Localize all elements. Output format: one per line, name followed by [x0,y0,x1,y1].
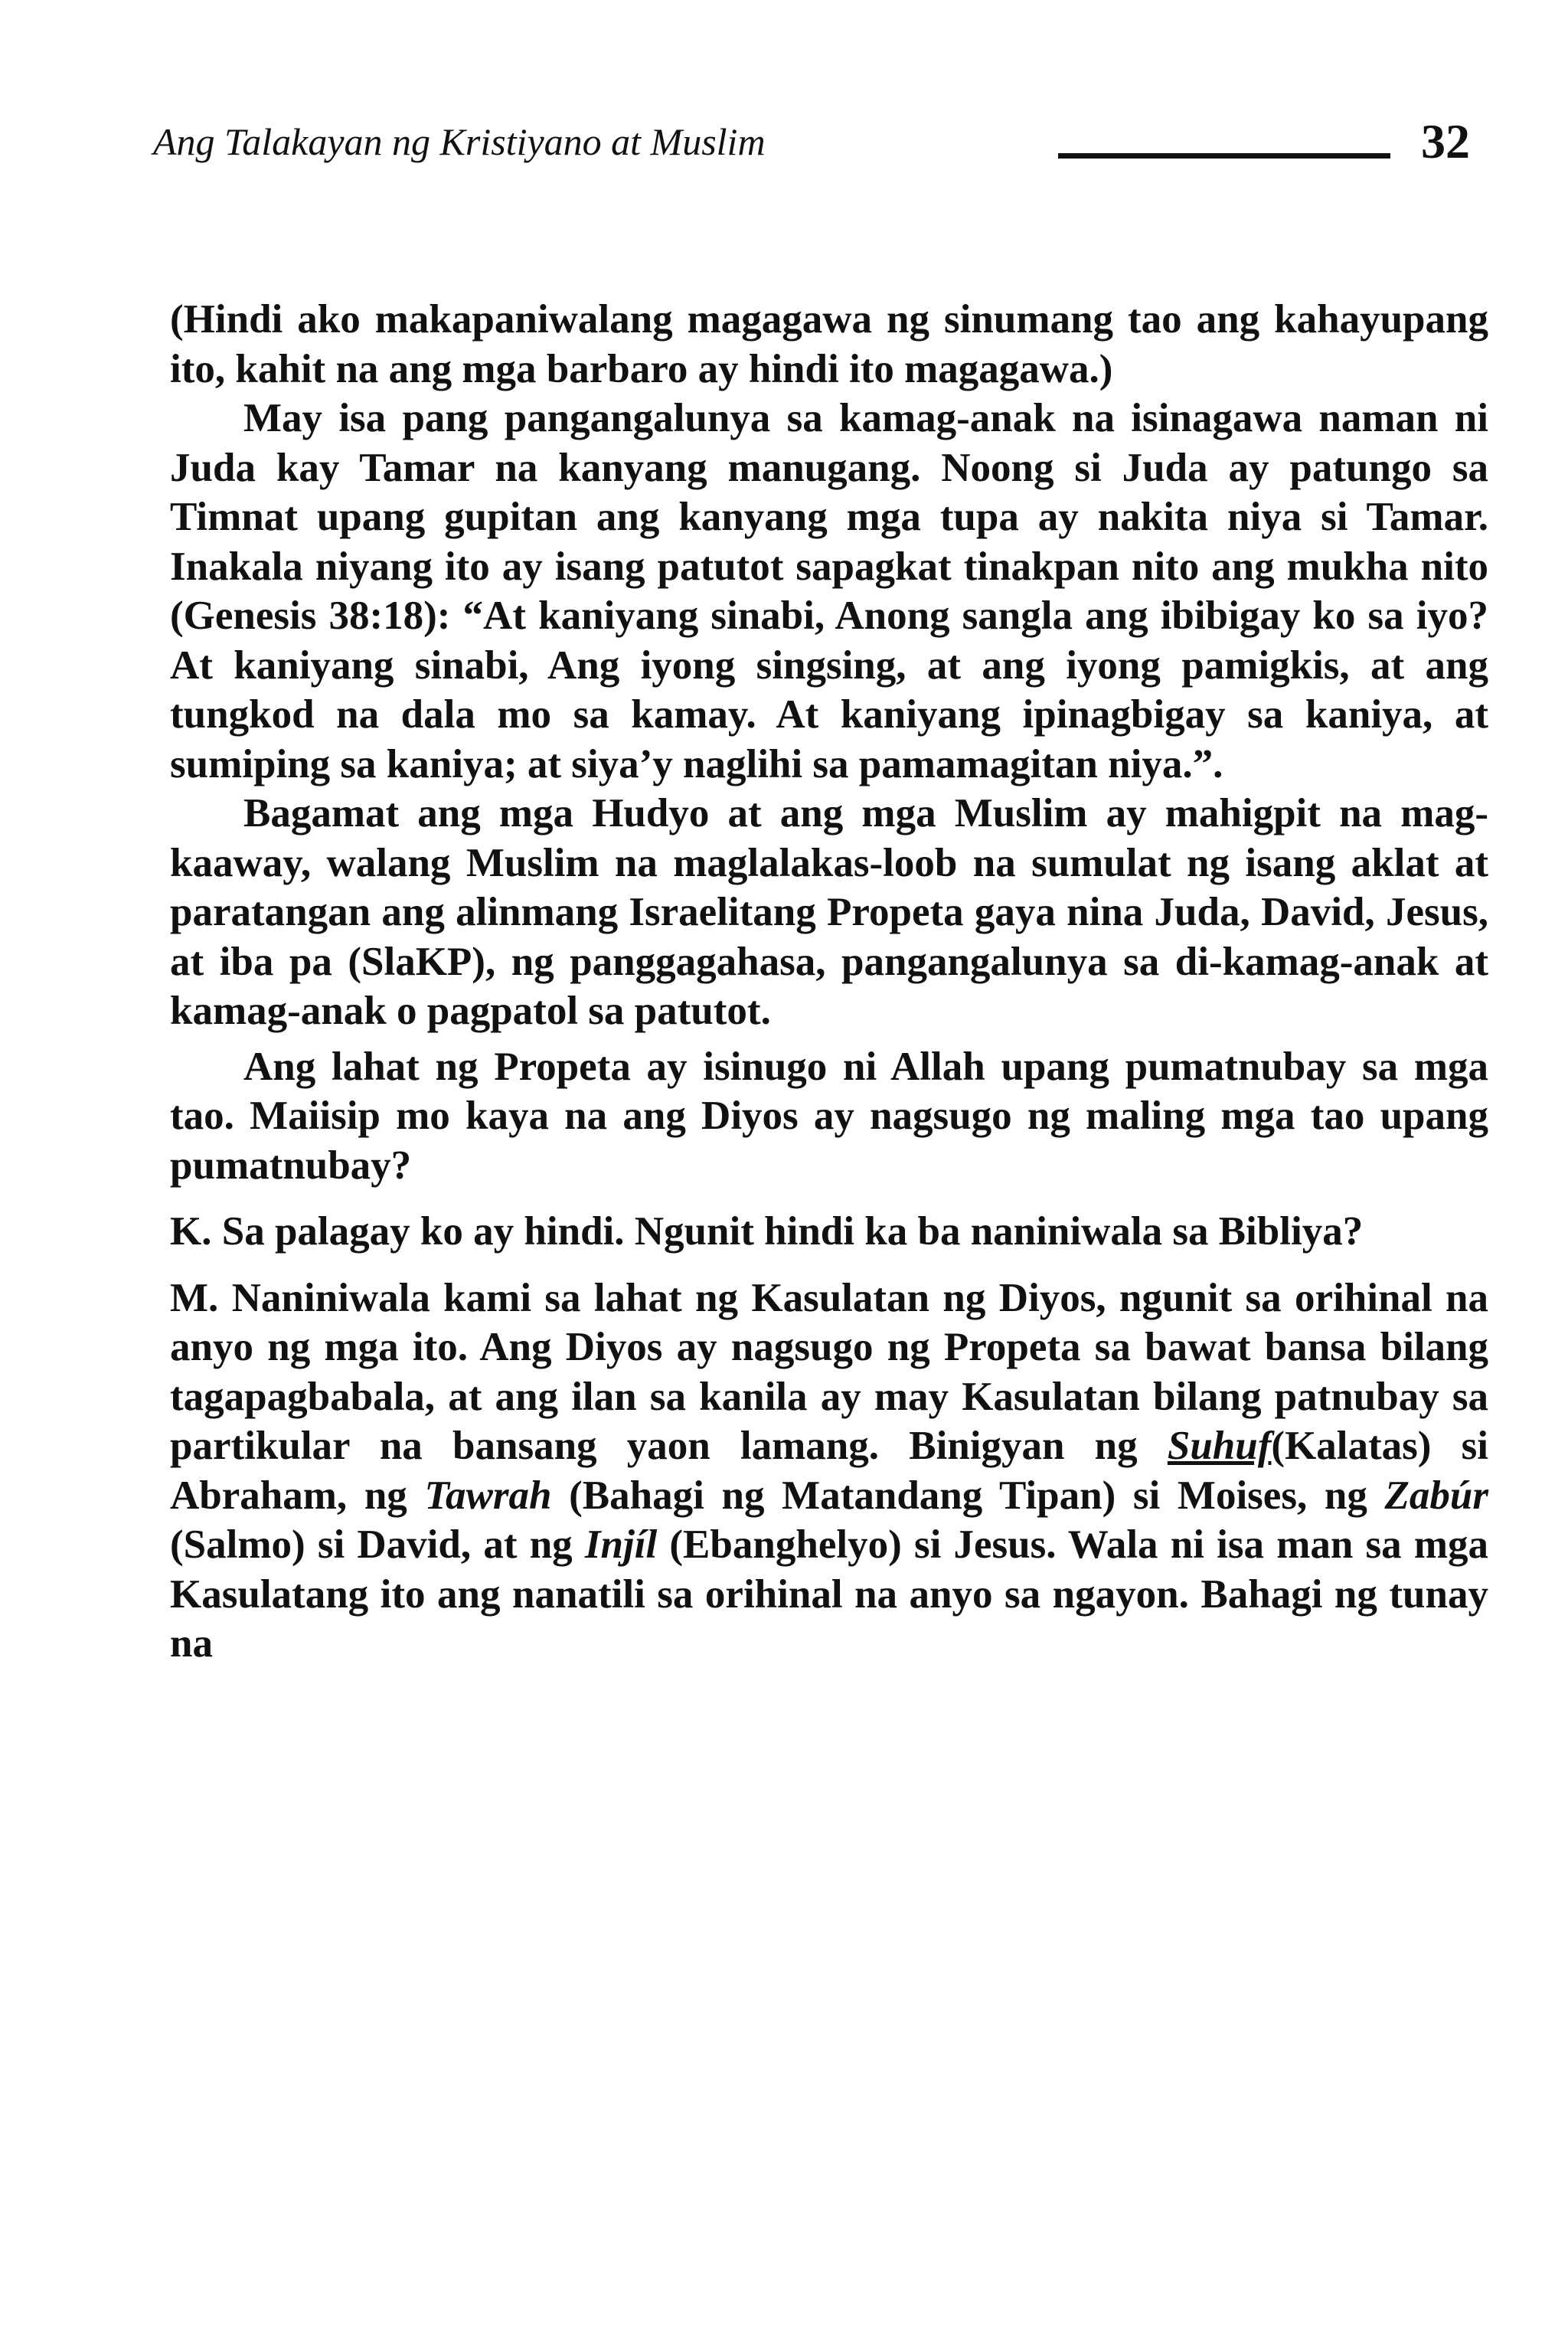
paragraph-text: Bagamat ang mga Hudyo at ang mga Muslim ay mahigpit na mag-kaaway, walang Muslim na maglalakas-loob na sumulat ng isang aklat at paratangan ang alinmang Israelitang Propeta gaya nina Juda, David, Jesus, at iba pa (SlaKP), ng panggagahasa, pangangalunya sa di-kamag-anak at kamag-anak o pagpatol sa patutot. [170,791,1488,1033]
dialogue-text: (Bahagi ng Matandang Tipan) si Moises, ng [569,1473,1367,1518]
dialogue-text: (Ebanghelyo) si Jesus. Wala ni isa man sa mga Kasulatang ito ang nanatili sa orihinal na anyo sa ngayon. Bahagi ng tunay na [170,1522,1489,1666]
term-zabur: Zabúr [1384,1473,1489,1518]
paragraph-quote-comment [170,295,1488,394]
paragraph-hudyo-muslim [170,789,1488,1036]
paragraph-propeta [170,1042,1488,1191]
term-suhuf: Suhuf [1167,1424,1272,1468]
running-header [153,113,1470,182]
speaker-label: M. [170,1275,219,1320]
dialogue-text: (Kalatas) si Abraham, ng [170,1424,1488,1518]
header-rule [1058,153,1390,159]
body-text [170,295,1488,1669]
paragraph-text: Ang lahat ng Propeta ay isinugo ni Allah upang pumatnubay sa mga tao. Maiisip mo kaya na ang Diyos ay nagsugo ng maling mga tao upang pumatnubay? [170,1044,1488,1188]
running-title: Ang Talakayan ng Kristiyano at Muslim [153,120,766,163]
term-tawrah: Tawrah [424,1473,552,1518]
paragraph-text: May isa pang pangangalunya sa kamag-anak na isinagawa naman ni Juda kay Tamar na kanyang manugang. Noong si Juda ay patungo sa Timnat upang gupitan ang kanyang mga tupa ay nakita niya si Tamar. Inakala niyang ito ay isang patutot sapagkat tinakpan nito ang mukha nito (Genesis 38:18): “At kaniyang sinabi, Anong sangla ang ibibigay ko sa iyo? At kaniyang sinabi, Ang iyong singsing, at ang iyong pamigkis, at ang tungkod na dala mo sa kamay. At kaniyang ipinagbigay sa kaniya, at sumiping sa kaniya; at siya’y naglihi sa pamamagitan niya.”. [170,396,1488,786]
dialogue-k [170,1207,1488,1257]
dialogue-m [170,1274,1488,1669]
paragraph-juda-tamar [170,394,1488,789]
term-injil: Injíl [584,1522,658,1567]
page-number: 32 [1421,114,1470,168]
paragraph-text: (Hindi ako makapaniwalang magagawa ng sinumang tao ang kahayupang ito, kahit na ang mga barbaro ay hindi ito magagawa.) [170,297,1488,391]
dialogue-text: Naniniwala kami sa lahat ng Kasulatan ng Diyos, ngunit sa orihinal na anyo ng mga ito. Ang Diyos ay nagsugo ng Propeta sa bawat bansa bilang tagapagbabala, at ang ilan sa kanila ay may Kasulatan bilang patnubay sa partikular na bansang yaon lamang. Binigyan ng [170,1275,1489,1468]
dialogue-text: Sa palagay ko ay hindi. Ngunit hindi ka ba naniniwala sa Bibliya? [221,1209,1364,1254]
dialogue-text: (Salmo) si David, at ng [170,1522,573,1567]
speaker-label: K. [170,1209,212,1254]
